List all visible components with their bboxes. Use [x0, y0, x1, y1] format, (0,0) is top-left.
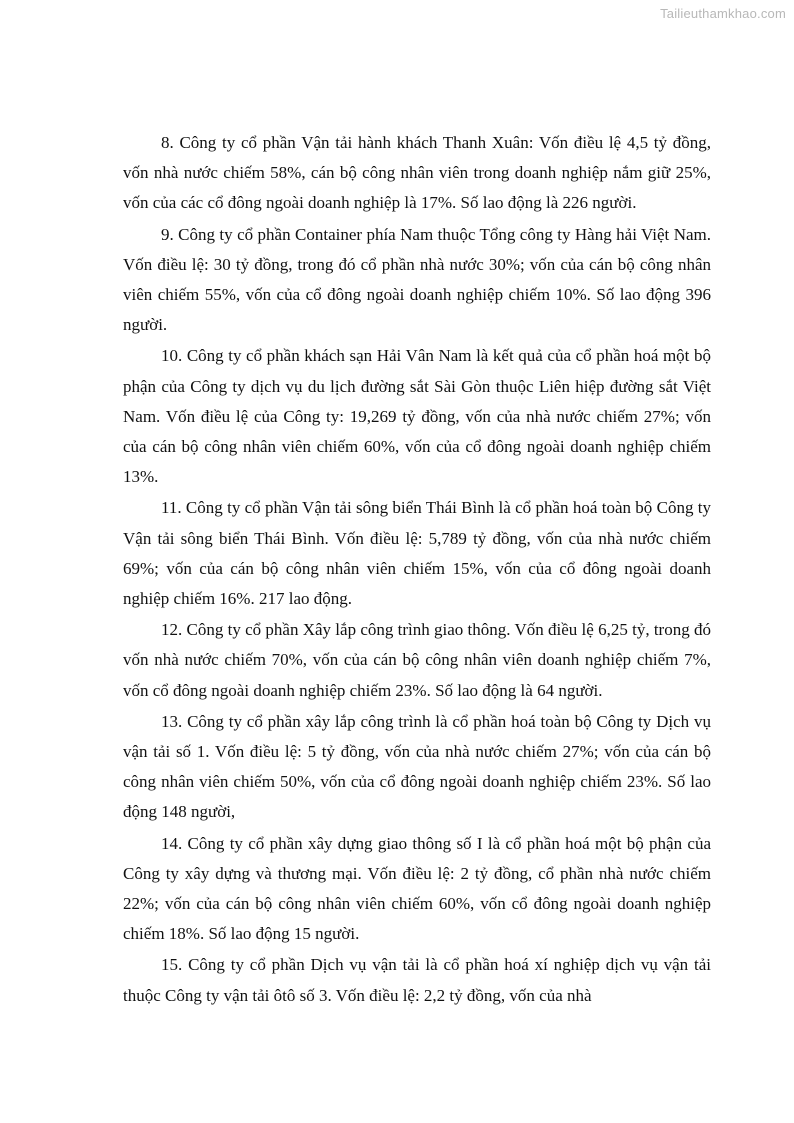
paragraph-item-15: 15. Công ty cổ phần Dịch vụ vận tải là cổ phần hoá xí nghiệp dịch vụ vận tải thuộc Công ty vận tải ôtô số 3. Vốn điều lệ: 2,2 tỷ đồng, vốn của nhà	[123, 955, 711, 1005]
document-body	[123, 128, 711, 1012]
paragraph-item-13: 13. Công ty cổ phần xây lắp công trình là cổ phần hoá toàn bộ Công ty Dịch vụ vận tải số 1. Vốn điều lệ: 5 tỷ đồng, vốn của nhà nước chiếm 27%; vốn của cán bộ công nhân viên chiếm 50%, vốn của cổ đông ngoài doanh nghiệp chiếm 23%. Số lao động 148 người,	[123, 711, 711, 822]
paragraph-item-14: 14. Công ty cổ phần xây dựng giao thông số I là cổ phần hoá một bộ phận của Công ty xây dựng và thương mại. Vốn điều lệ: 2 tỷ đồng, cổ phần nhà nước chiếm 22%; vốn của cán bộ công nhân viên chiếm 60%, vốn cổ đông ngoài doanh nghiệp chiếm 18%. Số lao động 15 người.	[123, 833, 711, 944]
paragraph-item-11: 11. Công ty cổ phần Vận tải sông biển Thái Bình là cổ phần hoá toàn bộ Công ty Vận tải sông biển Thái Bình. Vốn điều lệ: 5,789 tỷ đồng, vốn của nhà nước chiếm 69%; vốn của cán bộ công nhân viên chiếm 15%, vốn của cổ đông ngoài doanh nghiệp chiếm 16%. 217 lao động.	[123, 498, 711, 609]
paragraph-item-8: 8. Công ty cổ phần Vận tải hành khách Thanh Xuân: Vốn điều lệ 4,5 tỷ đồng, vốn nhà nước chiếm 58%, cán bộ công nhân viên trong doanh nghiệp nắm giữ 25%, vốn của các cổ đông ngoài doanh nghiệp là 17%. Số lao động là 226 người.	[123, 133, 711, 213]
paragraph-item-10: 10. Công ty cổ phần khách sạn Hải Vân Nam là kết quả của cổ phần hoá một bộ phận của Công ty dịch vụ du lịch đường sắt Sài Gòn thuộc Liên hiệp đường sắt Việt Nam. Vốn điều lệ của Công ty: 19,269 tỷ đồng, vốn của nhà nước chiếm 27%; vốn của cán bộ công nhân viên chiếm 60%, vốn của cổ đông ngoài doanh nghiệp chiếm 13%.	[123, 346, 711, 487]
watermark-text: Tailieuthamkhao.com	[660, 6, 786, 21]
paragraph-item-12: 12. Công ty cổ phần Xây lắp công trình giao thông. Vốn điều lệ 6,25 tỷ, trong đó vốn nhà nước chiếm 70%, vốn của cán bộ công nhân viên doanh nghiệp chiếm 7%, vốn cổ đông ngoài doanh nghiệp chiếm 23%. Số lao động là 64 người.	[123, 620, 711, 700]
paragraph-item-9: 9. Công ty cổ phần Container phía Nam thuộc Tổng công ty Hàng hải Việt Nam. Vốn điều lệ: 30 tỷ đồng, trong đó cổ phần nhà nước 30%; vốn của cán bộ công nhân viên chiếm 55%, vốn của cổ đông ngoài doanh nghiệp chiếm 10%. Số lao động 396 người.	[123, 224, 711, 335]
